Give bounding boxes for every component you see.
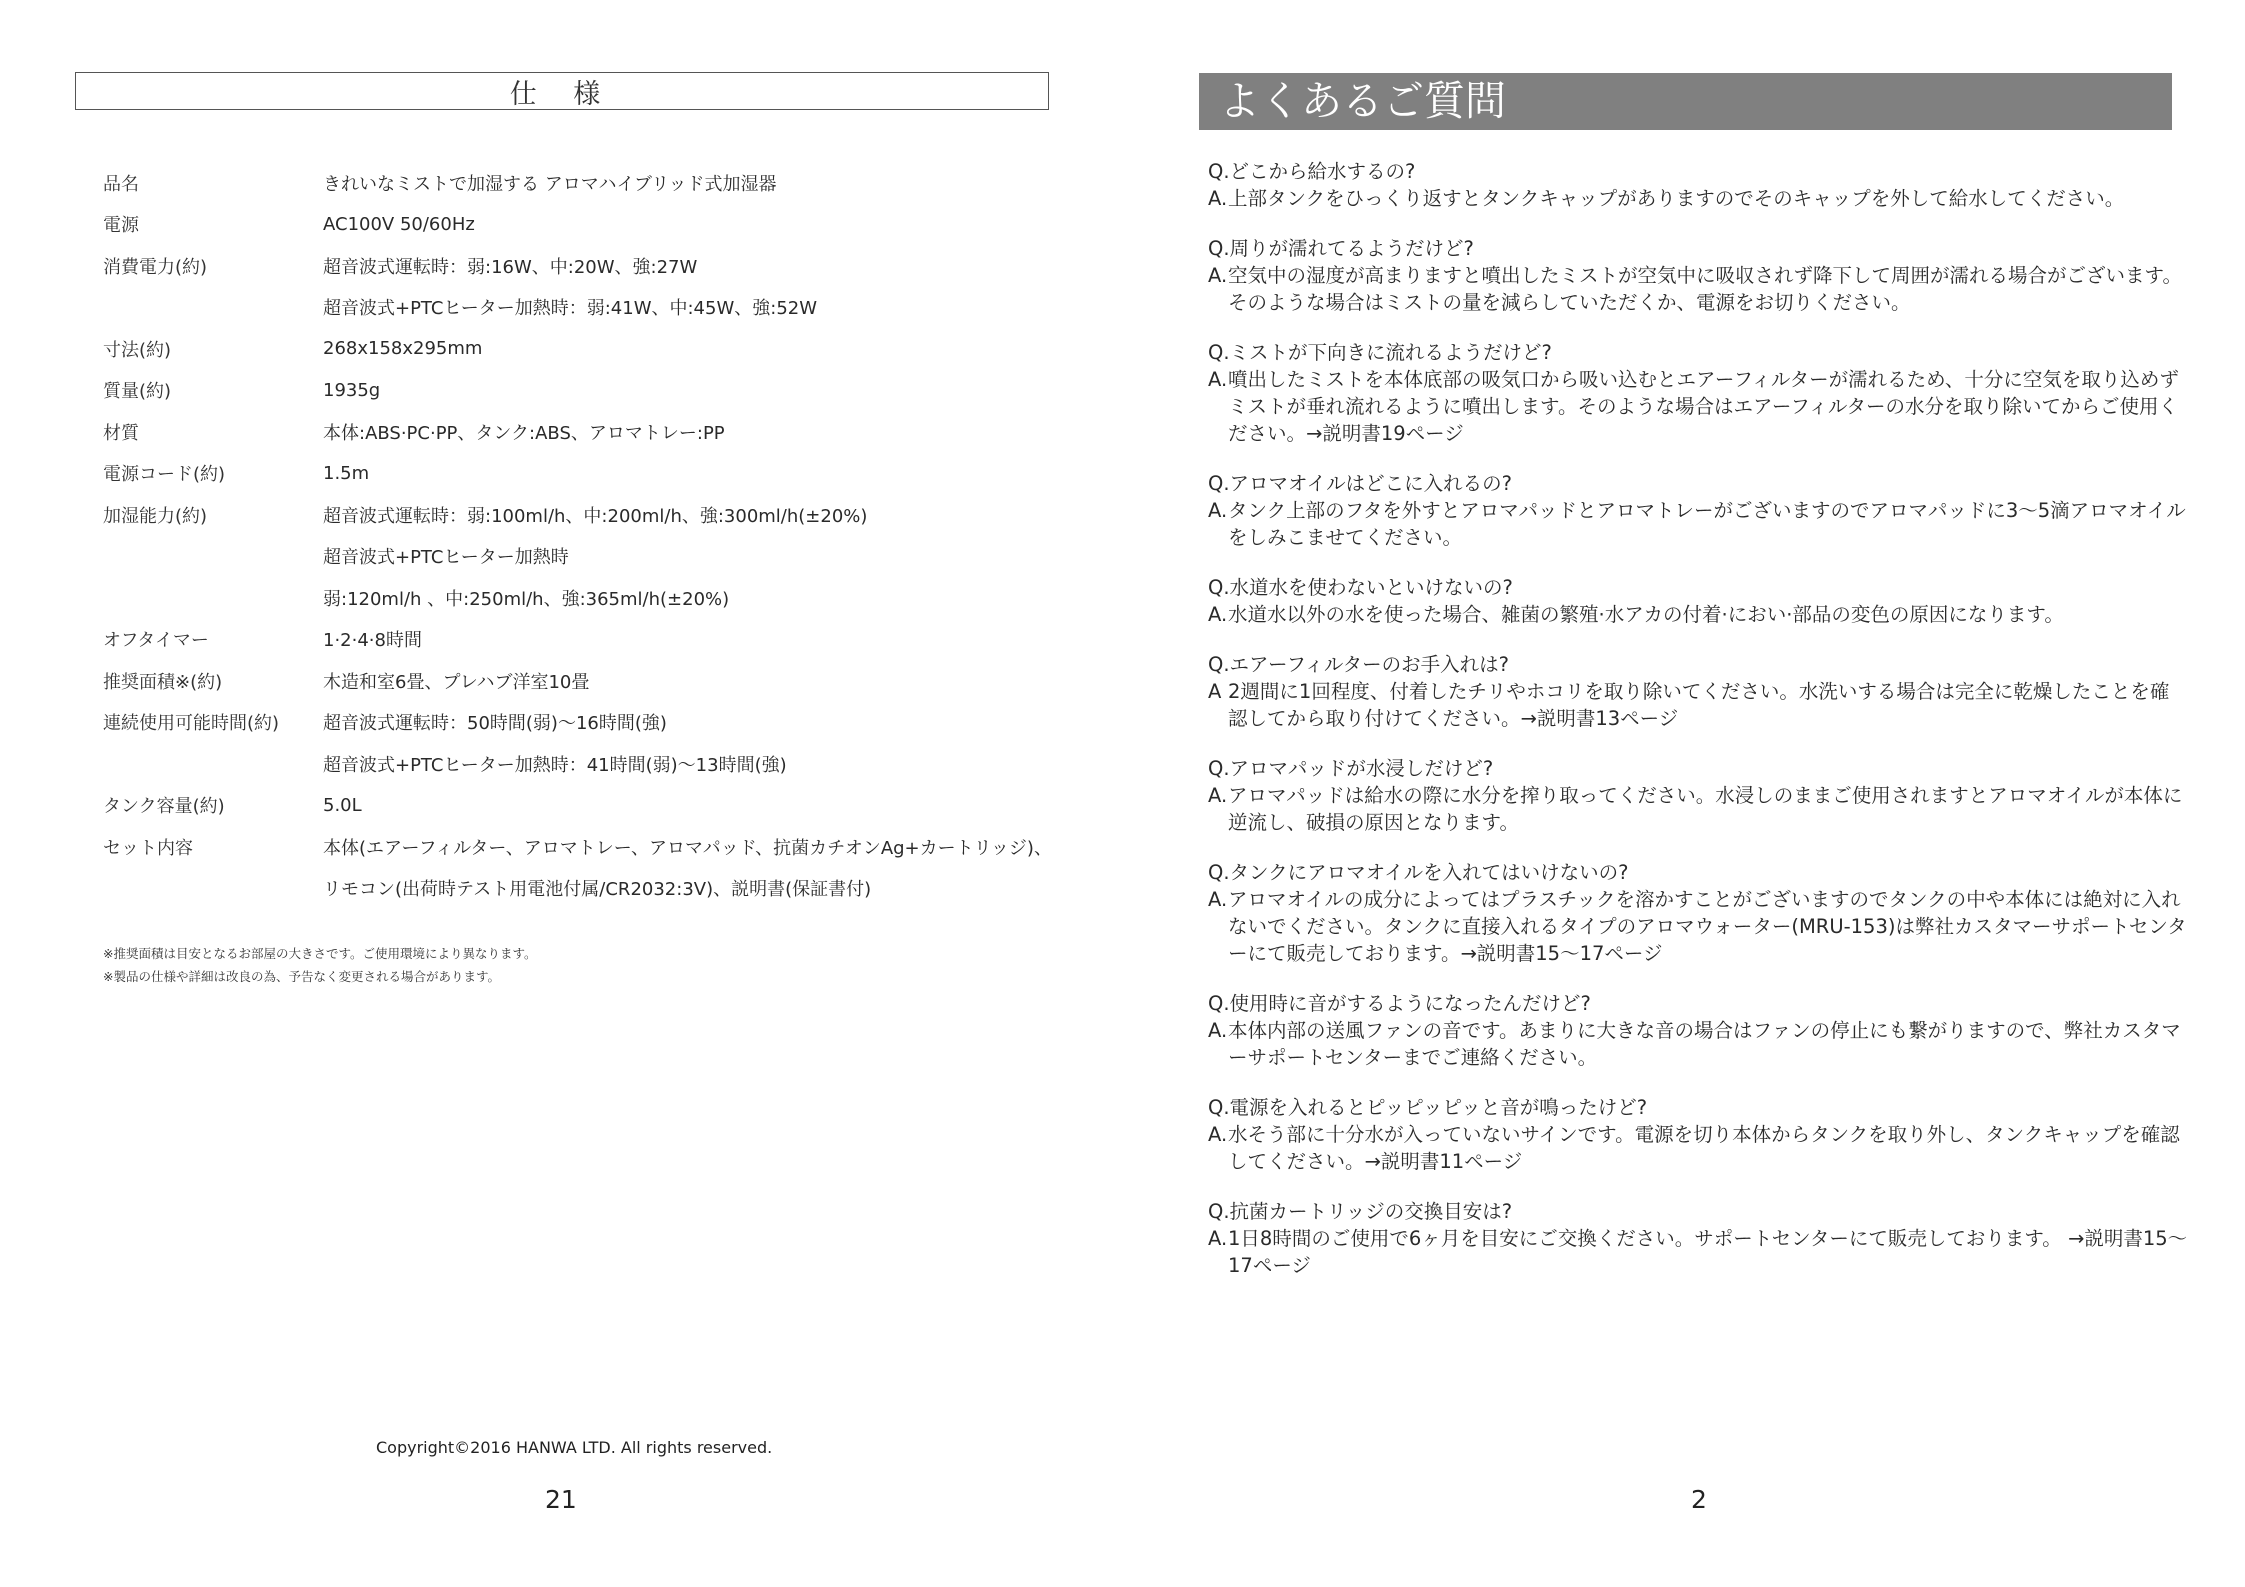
faq-answer-prefix: A. bbox=[1208, 784, 1228, 807]
spec-value: 1935g bbox=[323, 379, 381, 401]
faq-answer-prefix: A. bbox=[1208, 1019, 1228, 1042]
faq-item bbox=[1208, 1198, 2188, 1279]
spec-row bbox=[103, 702, 1063, 744]
faq-answer bbox=[1208, 1225, 2188, 1279]
faq-question: Q.タンクにアロマオイルを入れてはいけないの? bbox=[1208, 861, 1629, 884]
spec-value: 超音波式+PTCヒーター加熱時：弱:41W、中:45W、強:52W bbox=[323, 298, 818, 320]
faq-answer bbox=[1208, 886, 2188, 967]
spec-label: 推奨面積※(約) bbox=[103, 671, 223, 693]
spec-label: 消費電力(約) bbox=[103, 256, 208, 278]
faq-answer-text: タンク上部のフタを外すとアロマパッドとアロマトレーがございますのでアロマパッドに3〜5滴アロマオイルをしみこませてください。 bbox=[1228, 499, 2186, 549]
spec-label: 加湿能力(約) bbox=[103, 505, 208, 527]
faq-item bbox=[1208, 755, 2188, 836]
faq-question: Q.周りが濡れてるようだけど? bbox=[1208, 237, 1474, 260]
faq-answer-prefix: A. bbox=[1208, 499, 1228, 522]
faq-answer-text: 空気中の湿度が高まりますと噴出したミストが空気中に吸収されず降下して周囲が濡れる場合がございます。そのような場合はミストの量を減らしていただくか、電源をお切りください。 bbox=[1228, 264, 2182, 314]
faq-list bbox=[1208, 158, 2188, 1302]
page-number-right: 2 bbox=[1691, 1485, 1707, 1514]
spec-row bbox=[103, 743, 1063, 785]
spec-row bbox=[103, 619, 1063, 661]
faq-question: Q.ミストが下向きに流れるようだけど? bbox=[1208, 341, 1552, 364]
spec-row bbox=[103, 494, 1063, 536]
faq-item bbox=[1208, 859, 2188, 967]
faq-answer-text: 水そう部に十分水が入っていないサインです。電源を切り本体からタンクを取り外し、タンクキャップを確認してください。→説明書11ページ bbox=[1228, 1123, 2180, 1173]
spec-title: 仕 様 bbox=[75, 72, 1049, 110]
spec-value: 超音波式運転時：弱:100ml/h、中:200ml/h、強:300ml/h(±20%) bbox=[323, 505, 868, 527]
spec-label: 品名 bbox=[103, 173, 139, 195]
faq-answer bbox=[1208, 601, 2188, 628]
spec-value: 弱:120ml/h 、中:250ml/h、強:365ml/h(±20%) bbox=[323, 588, 730, 610]
spec-value: 超音波式+PTCヒーター加熱時 bbox=[323, 547, 569, 569]
faq-answer bbox=[1208, 366, 2188, 447]
faq-page bbox=[1122, 0, 2245, 1587]
spec-notes bbox=[103, 942, 536, 988]
faq-question: Q.アロマパッドが水浸しだけど? bbox=[1208, 757, 1494, 780]
faq-answer-text: 噴出したミストを本体底部の吸気口から吸い込むとエアーフィルターが濡れるため、十分に空気を取り込めずミストが垂れ流れるように噴出します。そのような場合はエアーフィルターの水分を取り除いてからご使用ください。→説明書19ページ bbox=[1228, 368, 2179, 445]
faq-item bbox=[1208, 1094, 2188, 1175]
faq-item bbox=[1208, 651, 2188, 732]
faq-answer-text: 本体内部の送風ファンの音です。あまりに大きな音の場合はファンの停止にも繋がりますので、弊社カスタマーサポートセンターまでご連絡ください。 bbox=[1228, 1019, 2181, 1069]
spec-value: 1.5m bbox=[323, 462, 370, 484]
faq-answer-prefix: A. bbox=[1208, 264, 1228, 287]
faq-question: Q.電源を入れるとピッピッピッと音が鳴ったけど? bbox=[1208, 1096, 1648, 1119]
spec-value: 超音波式+PTCヒーター加熱時：41時間(弱)〜13時間(強) bbox=[323, 754, 787, 776]
spec-label: セット内容 bbox=[103, 837, 193, 859]
spec-value: 5.0L bbox=[323, 794, 362, 816]
faq-answer-text: 水道水以外の水を使った場合、雑菌の繁殖·水アカの付着·におい·部品の変色の原因になります。 bbox=[1228, 603, 2064, 626]
faq-item bbox=[1208, 158, 2188, 212]
faq-item bbox=[1208, 990, 2188, 1071]
faq-answer-prefix: A. bbox=[1208, 1123, 1228, 1146]
faq-answer bbox=[1208, 1017, 2188, 1071]
spec-value: 268x158x295mm bbox=[323, 338, 483, 360]
spec-table bbox=[103, 162, 1063, 909]
faq-question: Q.アロマオイルはどこに入れるの? bbox=[1208, 472, 1512, 495]
faq-answer-text: 上部タンクをひっくり返すとタンクキャップがありますのでそのキャップを外して給水してください。 bbox=[1228, 187, 2125, 210]
faq-item bbox=[1208, 235, 2188, 316]
spec-label: タンク容量(約) bbox=[103, 796, 225, 818]
faq-answer bbox=[1208, 782, 2188, 836]
spec-row bbox=[103, 660, 1063, 702]
faq-answer bbox=[1208, 185, 2188, 212]
spec-row bbox=[103, 868, 1063, 910]
spec-row bbox=[103, 577, 1063, 619]
faq-question: Q.エアーフィルターのお手入れは? bbox=[1208, 653, 1509, 676]
spec-label: 連続使用可能時間(約) bbox=[103, 713, 280, 735]
faq-answer bbox=[1208, 262, 2188, 316]
spec-row bbox=[103, 826, 1063, 868]
faq-title: よくあるご質問 bbox=[1199, 73, 2172, 130]
faq-answer-text: 2週間に1回程度、付着したチリやホコリを取り除いてください。水洗いする場合は完全に乾燥したことを確認してから取り付けてください。→説明書13ページ bbox=[1228, 680, 2170, 730]
faq-answer-prefix: A. bbox=[1208, 1227, 1228, 1250]
spec-row bbox=[103, 785, 1063, 827]
faq-item bbox=[1208, 574, 2188, 628]
spec-value: 木造和室6畳、プレハブ洋室10畳 bbox=[323, 671, 590, 693]
spec-value: 本体(エアーフィルター、アロマトレー、アロマパッド、抗菌カチオンAg+カートリッジ)、 bbox=[323, 837, 1052, 859]
spec-value: 超音波式運転時：弱:16W、中:20W、強:27W bbox=[323, 256, 698, 278]
spec-row bbox=[103, 204, 1063, 246]
faq-answer-prefix: A bbox=[1208, 680, 1222, 703]
faq-answer bbox=[1208, 497, 2188, 551]
faq-item bbox=[1208, 470, 2188, 551]
faq-answer-prefix: A. bbox=[1208, 187, 1228, 210]
faq-question: Q.使用時に音がするようになったんだけど? bbox=[1208, 992, 1591, 1015]
faq-answer bbox=[1208, 678, 2188, 732]
faq-answer-text: アロマパッドは給水の際に水分を搾り取ってください。水浸しのままご使用されますとアロマオイルが本体に逆流し、破損の原因となります。 bbox=[1228, 784, 2183, 834]
spec-row bbox=[103, 287, 1063, 329]
spec-label: 質量(約) bbox=[103, 381, 172, 403]
faq-answer-prefix: A. bbox=[1208, 603, 1228, 626]
spec-label: 電源 bbox=[103, 215, 139, 237]
spec-row bbox=[103, 453, 1063, 495]
spec-note: ※推奨面積は目安となるお部屋の大きさです。ご使用環境により異なります。 bbox=[103, 946, 537, 961]
page-number-left: 21 bbox=[545, 1485, 577, 1514]
faq-answer-text: 1日8時間のご使用で6ヶ月を目安にご交換ください。サポートセンターにて販売しております。 →説明書15〜17ページ bbox=[1228, 1227, 2188, 1277]
faq-question: Q.どこから給水するの? bbox=[1208, 160, 1416, 183]
spec-label: オフタイマー bbox=[103, 630, 209, 652]
spec-value: AC100V 50/60Hz bbox=[323, 213, 475, 235]
spec-row bbox=[103, 162, 1063, 204]
faq-answer-prefix: A. bbox=[1208, 888, 1228, 911]
spec-value: 本体:ABS·PC·PP、タンク:ABS、アロマトレー:PP bbox=[323, 422, 725, 444]
faq-question: Q.水道水を使わないといけないの? bbox=[1208, 576, 1513, 599]
spec-row bbox=[103, 411, 1063, 453]
spec-row bbox=[103, 536, 1063, 578]
faq-answer-text: アロマオイルの成分によってはプラスチックを溶かすことがございますのでタンクの中や本体には絶対に入れないでください。タンクに直接入れるタイプのアロマウォーター(MRU-153)は弊社カスタマーサポートセンターにて販売しております。→説明書15〜17ページ bbox=[1228, 888, 2187, 965]
spec-page bbox=[0, 0, 1122, 1587]
spec-label: 電源コード(約) bbox=[103, 464, 226, 486]
spec-value: 1·2·4·8時間 bbox=[323, 630, 422, 652]
spec-value: きれいなミストで加湿する アロマハイブリッド式加湿器 bbox=[323, 173, 777, 195]
spec-row bbox=[103, 370, 1063, 412]
faq-item bbox=[1208, 339, 2188, 447]
faq-question: Q.抗菌カートリッジの交換目安は? bbox=[1208, 1200, 1513, 1223]
spec-label: 寸法(約) bbox=[103, 339, 172, 361]
spec-label: 材質 bbox=[103, 422, 139, 444]
spec-value: 超音波式運転時：50時間(弱)〜16時間(強) bbox=[323, 713, 667, 735]
spec-row bbox=[103, 245, 1063, 287]
spec-note: ※製品の仕様や詳細は改良の為、予告なく変更される場合があります。 bbox=[103, 969, 500, 984]
faq-answer bbox=[1208, 1121, 2188, 1175]
spec-value: リモコン(出荷時テスト用電池付属/CR2032:3V)、説明書(保証書付) bbox=[323, 879, 872, 901]
spec-row bbox=[103, 328, 1063, 370]
copyright-text: Copyright©2016 HANWA LTD. All rights reserved. bbox=[376, 1438, 773, 1457]
faq-answer-prefix: A. bbox=[1208, 368, 1228, 391]
